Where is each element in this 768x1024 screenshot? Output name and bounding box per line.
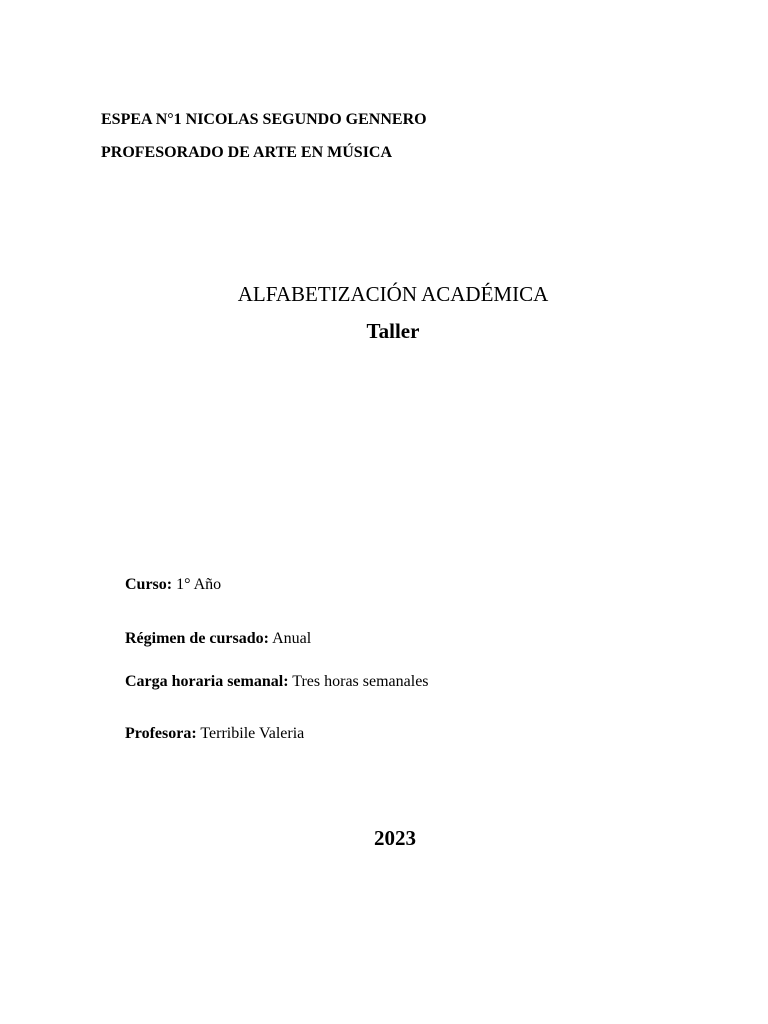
info-regimen-value: Anual xyxy=(268,630,312,647)
info-carga-value: Tres horas semanales xyxy=(288,673,429,690)
document-title: ALFABETIZACIÓN ACADÉMICA xyxy=(237,282,549,306)
institution-name: ESPEA N°1 NICOLAS SEGUNDO GENNERO xyxy=(101,111,427,128)
info-curso xyxy=(125,577,221,593)
info-curso-label: Curso: xyxy=(125,576,173,593)
info-carga-horaria xyxy=(125,674,429,690)
document-subtitle: Taller xyxy=(366,319,420,343)
info-profesora-label: Profesora: xyxy=(125,725,197,742)
document-year: 2023 xyxy=(374,826,416,850)
info-profesora xyxy=(125,726,304,742)
info-curso-value: 1° Año xyxy=(172,576,222,593)
info-carga-label: Carga horaria semanal: xyxy=(125,673,289,690)
info-regimen xyxy=(125,631,311,647)
info-regimen-label: Régimen de cursado: xyxy=(125,630,269,647)
info-profesora-value: Terribile Valeria xyxy=(196,725,305,742)
program-name: PROFESORADO DE ARTE EN MÚSICA xyxy=(101,144,393,161)
